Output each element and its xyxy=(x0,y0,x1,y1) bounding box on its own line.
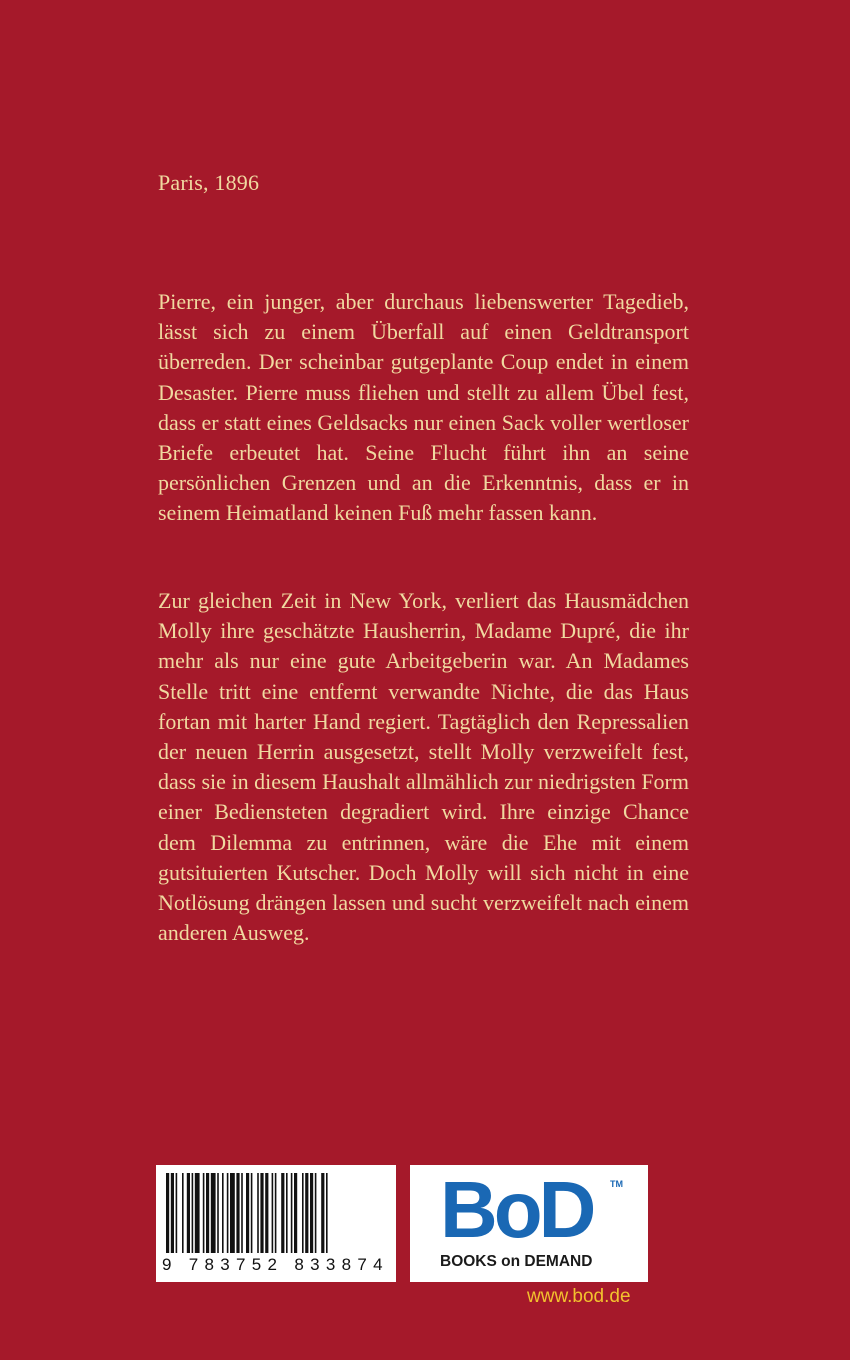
barcode-bar xyxy=(275,1173,277,1253)
barcode-bar xyxy=(315,1173,317,1253)
publisher-url: www.bod.de xyxy=(527,1286,631,1307)
barcode-bar xyxy=(305,1173,308,1253)
bod-logo-text: BoD xyxy=(440,1165,593,1254)
barcode-bar xyxy=(286,1173,288,1253)
barcode-bar xyxy=(321,1173,324,1253)
blurb-paragraph-2: Zur gleichen Zeit in New York, verliert das Hausmädchen Molly ihre geschätzte Hausherrin, Madame Dupré, die ihr mehr als nur eine gute Arbeitgeberin war. An Madames Stelle tritt eine entfernt verwandte Nichte, die das Haus fortan mit harter Hand regiert. Tagtäglich den Repressalien der neuen Herrin ausgesetzt, stellt Molly verzweifelt fest, dass sie in diesem Haushalt allmählich zur niedrigsten Form einer Bediensteten degradiert wird. Ihre einzige Chance dem Dilemma zu entrinnen, wäre die Ehe mit einem gutsituierten Kutscher. Doch Molly will sich nicht in eine Notlösung drängen lassen und sucht verzweifelt nach einem anderen Ausweg. xyxy=(158,588,689,946)
barcode-bar xyxy=(217,1173,219,1253)
barcode-bar xyxy=(241,1173,243,1253)
barcode-bar xyxy=(294,1173,297,1253)
barcode-bar xyxy=(272,1173,274,1253)
barcode-bar xyxy=(246,1173,249,1253)
barcode-bar xyxy=(171,1173,174,1253)
barcode-bar xyxy=(166,1173,169,1253)
barcode-bar xyxy=(227,1173,229,1253)
barcode-bar xyxy=(326,1173,328,1253)
barcode-bar xyxy=(187,1173,190,1253)
publisher-logo xyxy=(410,1165,648,1282)
barcode-bar xyxy=(310,1173,313,1253)
barcode-bar xyxy=(281,1173,284,1253)
barcode-bar xyxy=(203,1173,205,1253)
barcode-bar xyxy=(302,1173,304,1253)
barcode-bars xyxy=(166,1173,386,1253)
barcode-bar xyxy=(257,1173,259,1253)
barcode-bar xyxy=(222,1173,224,1253)
barcode-bar xyxy=(182,1173,184,1253)
barcode-bar xyxy=(206,1173,209,1253)
trademark-mark: TM xyxy=(610,1179,623,1189)
isbn-barcode xyxy=(156,1165,396,1282)
barcode-bar xyxy=(260,1173,263,1253)
blurb-paragraph-1: Pierre, ein junger, aber durchaus liebenswerter Tagedieb, lässt sich zu einem Überfall auf einen Geldtransport überreden. Der scheinbar gutgeplante Coup endet in einem Desaster. Pierre muss fliehen und stellt zu allem Übel fest, dass er statt eines Geldsacks nur einen Sack voller wertloser Briefe erbeutet hat. Seine Flucht führt ihn an seine persönlichen Grenzen und an die Erkenntnis, dass er in seinem Heimatland keinen Fuß mehr fassen kann. xyxy=(158,289,689,526)
barcode-bar xyxy=(195,1173,200,1253)
isbn-number: 9 783752 833874 xyxy=(162,1255,389,1274)
barcode-bar xyxy=(211,1173,216,1253)
barcode-bar xyxy=(192,1173,194,1253)
publisher-tagline: BOOKS on DEMAND xyxy=(440,1253,593,1270)
barcode-bar xyxy=(230,1173,235,1253)
barcode-bar xyxy=(265,1173,268,1253)
barcode-bar xyxy=(176,1173,178,1253)
barcode-bar xyxy=(236,1173,239,1253)
place-date: Paris, 1896 xyxy=(158,170,260,195)
barcode-bar xyxy=(291,1173,293,1253)
barcode-bar xyxy=(251,1173,253,1253)
